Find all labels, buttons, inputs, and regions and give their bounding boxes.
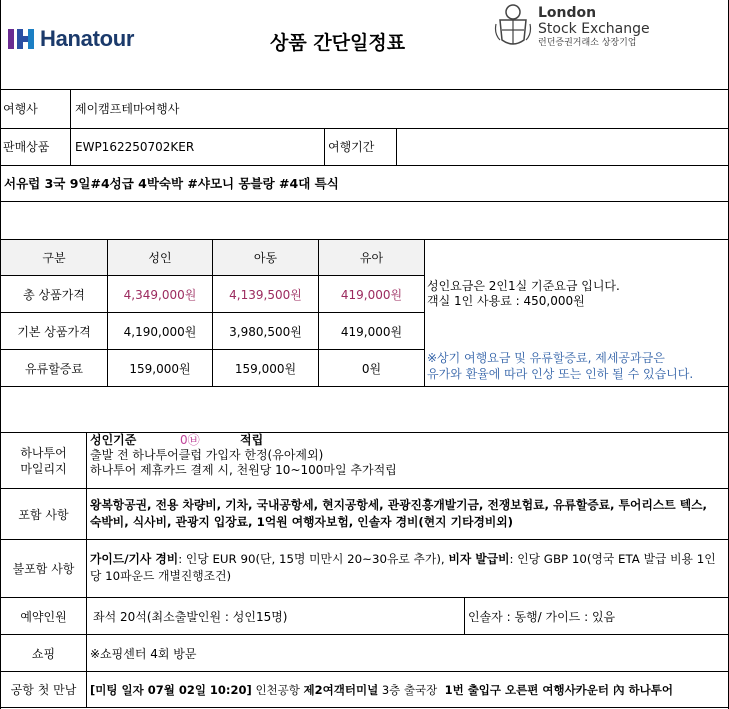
excluded-line2: 당 10파운드 개별진행조건) [90,569,232,583]
included-content [90,497,707,531]
meeting-value [90,672,726,707]
base-child-price: 3,980,500원 [229,324,302,339]
excluded-content [90,551,716,585]
excluded-visa-fee: : 인당 GBP 10(영국 ETA 발급 비용 1인 [509,552,716,566]
included-label: 포함 사항 [18,507,69,522]
excluded-visa-fee-label: 비자 발급비 [448,552,510,566]
agency-label: 여행사 [3,102,38,116]
product-code: EWP162250702KER [75,139,195,154]
lse-line1: London [538,5,597,21]
meeting-airport: 인천공항 [251,682,304,697]
shopping-value: ※쇼핑센터 4회 방문 [90,646,197,661]
col-header-adult: 성인 [108,240,212,275]
fuel-child-price: 159,000원 [234,361,297,376]
price-note-room [427,279,620,309]
included-line2: 숙박비, 식사비, 관광지 입장료, 1억원 여행자보험, 인솔자 경비(현지 기타경비외) [90,515,514,529]
mileage-label-line2: 마일리지 [20,461,67,476]
price-note-fuel-line1: ※상기 여행요금 및 유류할증료, 제세공과금은 [427,351,665,365]
meeting-terminal: 제2여객터미널 [303,682,379,697]
mileage-content [90,433,397,478]
price-note-room-line1: 성인요금은 2인1실 기준요금 입니다. [427,279,620,293]
page-title: 상품 간단일정표 [270,32,406,54]
price-note-fuel [427,350,693,382]
base-infant-price: 419,000원 [340,324,403,339]
excluded-guide-fee: : 인당 EUR 90(단, 15명 미만시 20~30유로 추가), [178,552,449,566]
period-value [400,128,720,165]
hanatour-mark-icon [8,26,38,52]
total-child-price: 4,139,500원 [229,287,302,302]
lse-logo [494,2,650,50]
mileage-condition: 출발 전 하나투어클럽 가입자 한정(유아제외) [90,448,324,462]
lse-crest-icon [494,2,532,50]
mileage-card-bonus: 하나투어 제휴카드 결제 시, 천원당 10~100마일 추가적립 [90,463,397,477]
fuel-adult-price: 159,000원 [129,361,191,376]
total-infant-price: 419,000원 [340,287,403,302]
row-label-base: 기본 상품가격 [17,324,91,339]
row-label-fuel: 유류할증료 [25,361,83,376]
included-line1: 왕복항공권, 전용 차량비, 기차, 국내공항세, 현지공항세, 관광진흥개발기금, 전쟁보험료, 유류할증료, 투어리스트 텍스, [90,498,708,512]
mileage-amount: 0㉥ [180,433,200,447]
hanatour-logo [8,26,134,52]
period-label: 여행기간 [328,140,375,154]
price-note-room-line2: 객실 1인 사용료 : 450,000원 [427,294,585,308]
mileage-label [1,433,86,488]
mileage-basis: 성인기준 [90,433,137,447]
base-adult-price: 4,190,000원 [123,324,197,339]
booking-value: 좌석 20석(최소출발인원 : 성인15명) [93,609,288,624]
excluded-label: 불포함 사항 [12,562,75,576]
booking-label: 예약인원 [20,609,67,624]
meeting-floor: 3층 출국장 [378,682,445,697]
row-label-total: 총 상품가격 [23,287,85,302]
total-adult-price: 4,349,000원 [123,287,197,302]
col-header-infant: 유아 [319,240,424,275]
product-label: 판매상품 [3,140,50,154]
meeting-counter: 1번 출입구 오른편 여행사카운터 內 하나투어 [444,682,673,697]
agency-value: 제이캠프테마여행사 [75,102,180,116]
mileage-label-line1: 하나투어 [20,445,67,460]
lse-line2: Stock Exchange [538,21,650,37]
fuel-infant-price: 0원 [361,361,382,376]
escort-value: 인솔자 : 동행/ 가이드 : 있음 [468,609,616,624]
lse-line3: 런던증권거래소 상장기업 [538,38,637,48]
price-note-fuel-line2: 유가와 환율에 따라 인상 또는 인하 될 수 있습니다. [427,367,694,381]
meeting-label: 공항 첫 만남 [10,683,77,697]
meeting-datetime: [미팅 일자 07월 02일 10:20] [90,682,252,697]
product-title: 서유럽 3국 9일#4성급 4박숙박 #샤모니 몽블랑 #4대 특식 [4,176,339,191]
hanatour-wordmark: Hanatour [40,26,135,51]
col-header-child: 아동 [213,240,318,275]
shopping-label: 쇼핑 [31,646,56,661]
excluded-guide-fee-label: 가이드/기사 경비 [90,552,179,566]
mileage-earn: 적립 [240,433,264,447]
col-header-type: 구분 [1,240,107,275]
